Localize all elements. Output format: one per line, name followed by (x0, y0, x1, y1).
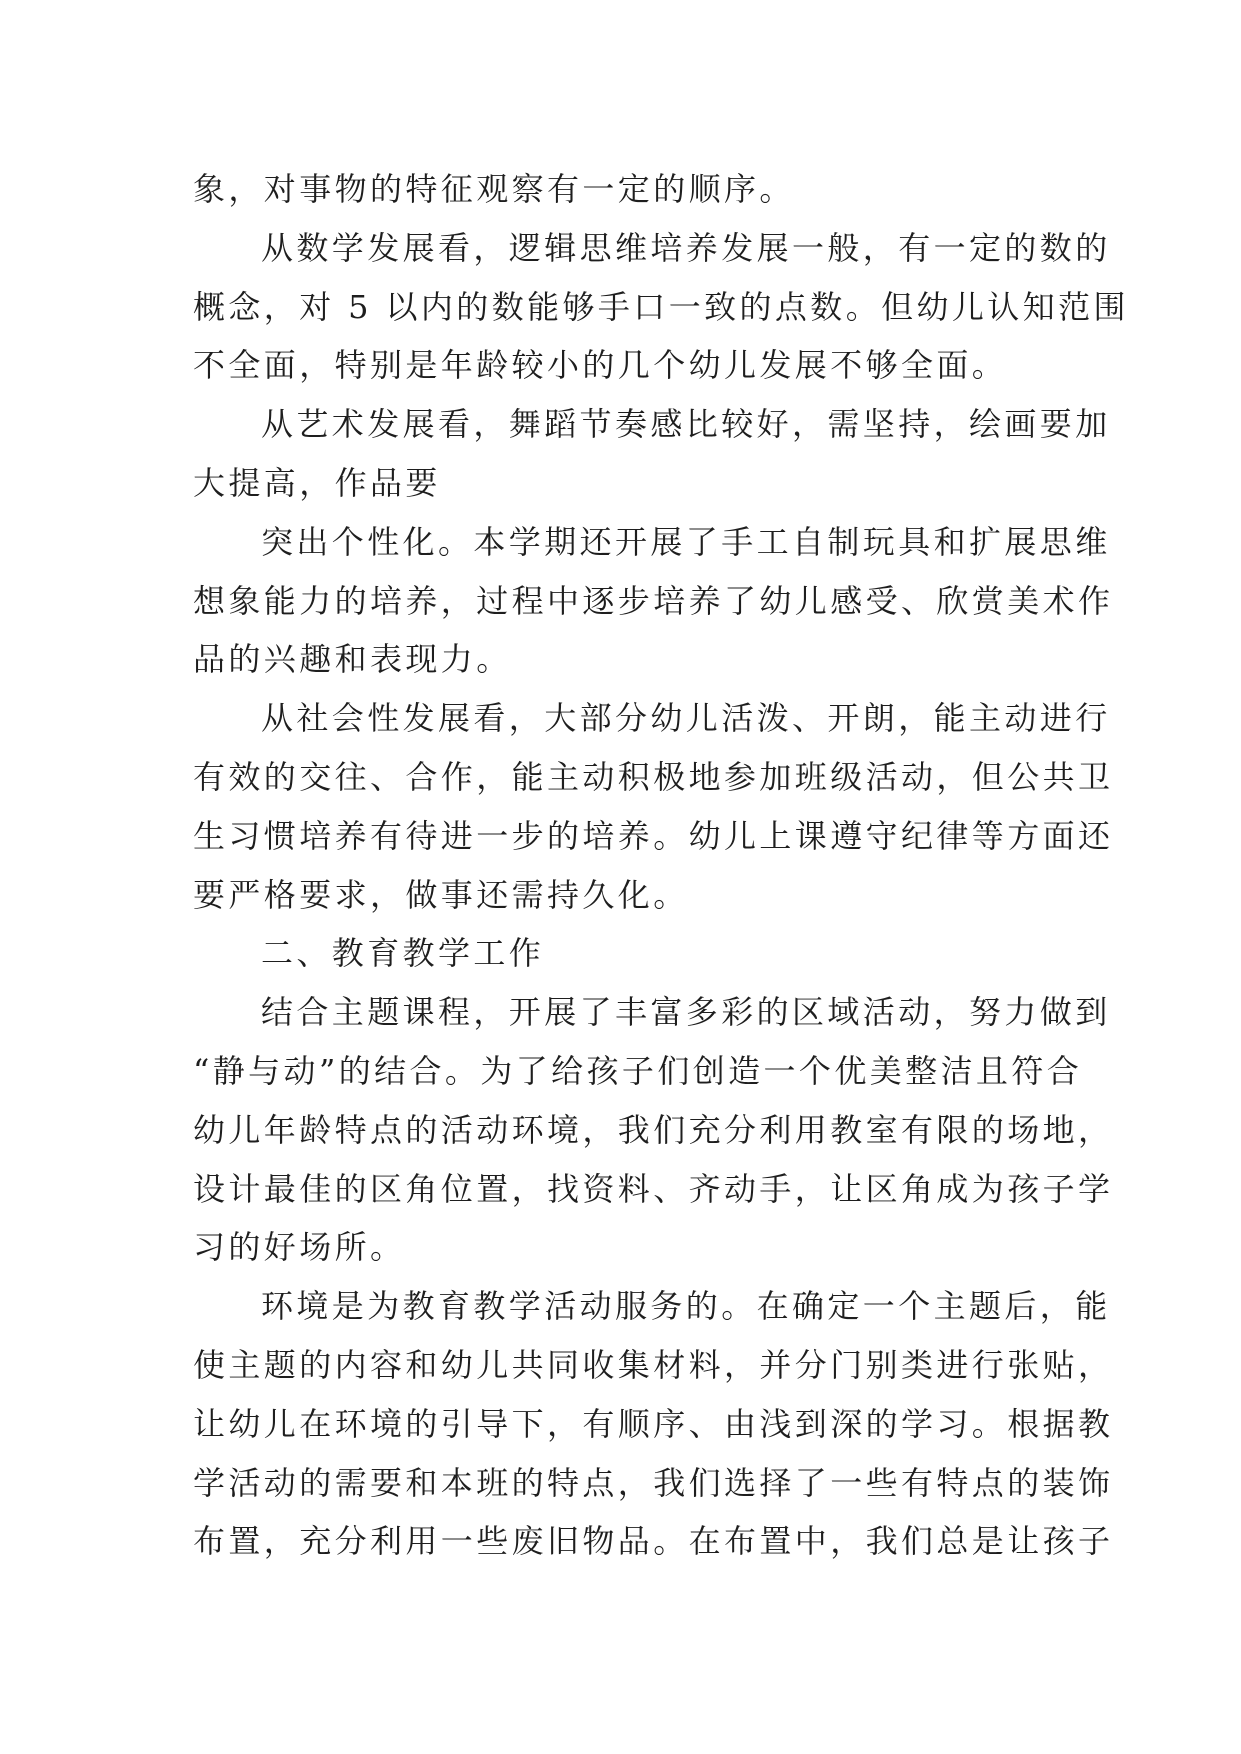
text-line: 学活动的需要和本班的特点，我们选择了一些有特点的装饰 (193, 1463, 1114, 1502)
text-line: “静与动”的结合。为了给孩子们创造一个优美整洁且符合 (193, 1051, 1083, 1090)
text-line: 布置，充分利用一些废旧物品。在布置中，我们总是让孩子 (193, 1522, 1114, 1561)
text-line: 要严格要求，做事还需持久化。 (193, 875, 689, 914)
text-line: 结合主题课程，开展了丰富多彩的区域活动，努力做到 (261, 993, 1111, 1032)
text-line: 习的好场所。 (193, 1228, 406, 1267)
text-line: 品的兴趣和表现力。 (193, 640, 512, 679)
text-line: 大提高，作品要 (193, 463, 441, 502)
text-line: 幼儿年龄特点的活动环境，我们充分利用教室有限的场地， (193, 1110, 1114, 1149)
text-line: 有效的交往、合作，能主动积极地参加班级活动，但公共卫 (193, 757, 1114, 796)
text-line: 设计最佳的区角位置，找资料、齐动手，让区角成为孩子学 (193, 1169, 1114, 1208)
document-body (193, 160, 1129, 1571)
text-line: 从社会性发展看，大部分幼儿活泼、开朗，能主动进行 (261, 699, 1111, 738)
text-line: 象，对事物的特征观察有一定的顺序。 (193, 170, 795, 208)
section-heading: 二、教育教学工作 (261, 934, 545, 973)
text-line: 不全面，特别是年龄较小的几个幼儿发展不够全面。 (193, 346, 1008, 385)
text-line: 生习惯培养有待进一步的培养。幼儿上课遵守纪律等方面还 (193, 816, 1114, 855)
text-line: 从艺术发展看，舞蹈节奏感比较好，需坚持，绘画要加 (261, 405, 1111, 444)
text-line: 突出个性化。本学期还开展了手工自制玩具和扩展思维 (261, 522, 1111, 561)
text-line: 概念，对 5 以内的数能够手口一致的点数。但幼儿认知范围 (193, 287, 1129, 326)
text-line: 让幼儿在环境的引导下，有顺序、由浅到深的学习。根据教 (193, 1404, 1114, 1443)
text-line: 想象能力的培养，过程中逐步培养了幼儿感受、欣赏美术作 (193, 581, 1114, 620)
text-line: 从数学发展看，逻辑思维培养发展一般，有一定的数的 (261, 228, 1111, 267)
text-line: 使主题的内容和幼儿共同收集材料，并分门别类进行张贴， (193, 1345, 1114, 1384)
text-line: 环境是为教育教学活动服务的。在确定一个主题后，能 (261, 1287, 1111, 1326)
